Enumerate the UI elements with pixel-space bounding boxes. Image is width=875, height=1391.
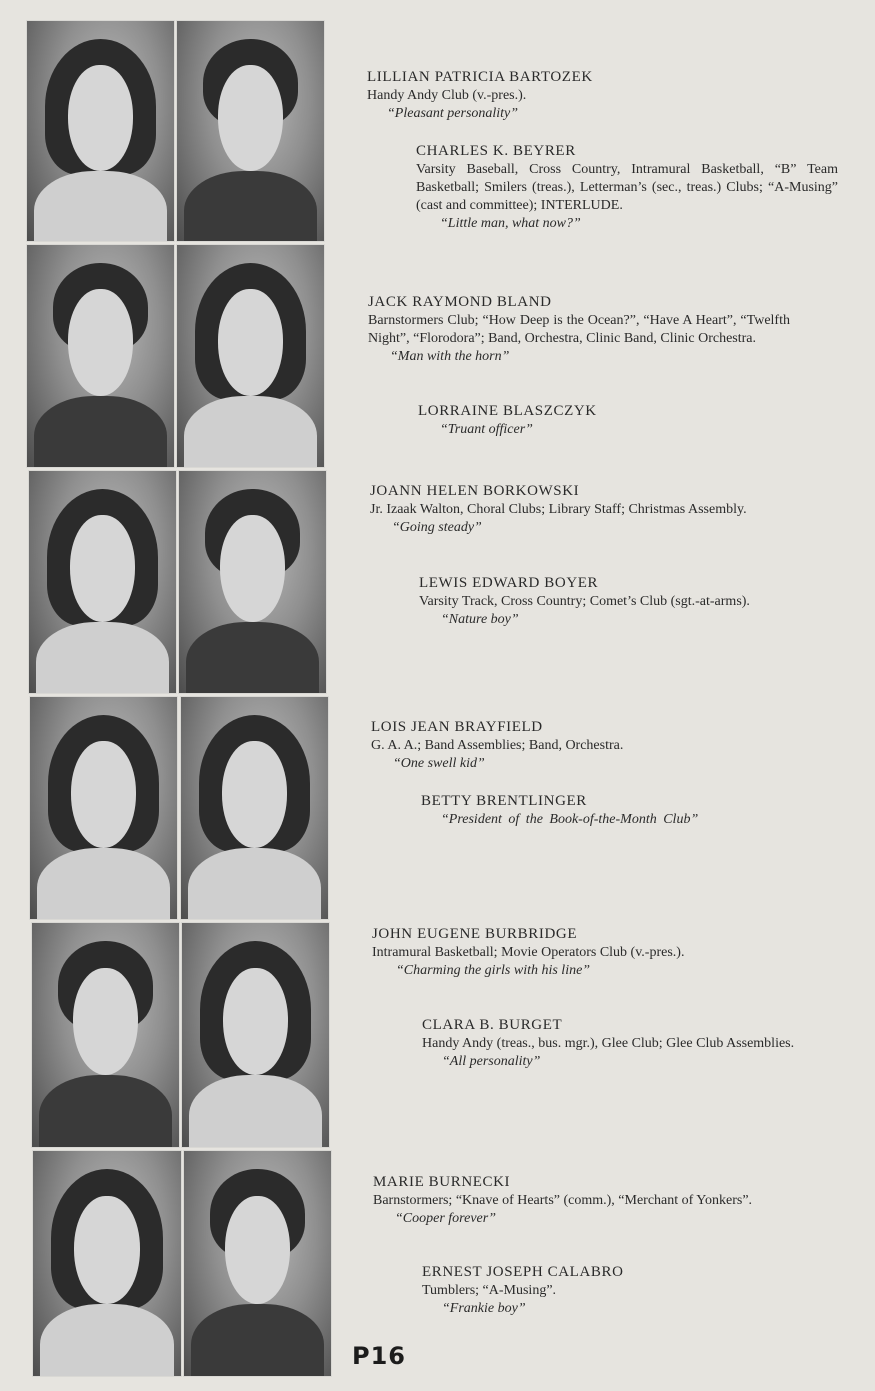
student-activities: Varsity Baseball, Cross Country, Intramural Basketball, “B” Team Basketball; Smilers (treas.), Letterman’s (sec., treas.) Clubs; “A-Musing” (cast and committee); INTERLUDE. [416, 162, 838, 213]
student-activities: Jr. Izaak Walton, Choral Clubs; Library Staff; Christmas Assembly. [370, 502, 747, 517]
student-activities: Tumblers; “A-Musing”. [422, 1283, 557, 1298]
student-entry [370, 482, 792, 537]
portrait-photo [26, 244, 175, 468]
student-quote: “President of the Book-of-the-Month Club” [441, 812, 699, 827]
student-quote: “Pleasant personality” [387, 106, 519, 121]
student-name: CLARA B. BURGET [422, 1017, 563, 1033]
student-entry [371, 718, 793, 773]
student-name: JACK RAYMOND BLAND [368, 294, 552, 310]
student-activities: Varsity Track, Cross Country; Comet’s Club (sgt.-at-arms). [419, 594, 750, 609]
portrait-photo [29, 696, 178, 920]
page-number-handwritten: P16 [352, 1342, 406, 1370]
student-entry [372, 925, 794, 980]
portrait-photo [26, 20, 175, 242]
student-activities: Barnstormers; “Knave of Hearts” (comm.), “Merchant of Yonkers”. [373, 1193, 753, 1208]
student-activities: Handy Andy Club (v.-pres.). [367, 88, 527, 103]
student-activities: Intramural Basketball; Movie Operators Club (v.-pres.). [372, 945, 685, 960]
student-name: ERNEST JOSEPH CALABRO [422, 1264, 624, 1280]
portrait-photo [181, 922, 330, 1148]
student-activities: G. A. A.; Band Assemblies; Band, Orchestra. [371, 738, 624, 753]
student-quote: “Cooper forever” [395, 1211, 496, 1226]
student-name: JOANN HELEN BORKOWSKI [370, 483, 580, 499]
student-activities: Handy Andy (treas., bus. mgr.), Glee Club; Glee Club Assemblies. [422, 1036, 795, 1051]
portrait-photo [176, 20, 325, 242]
portrait-photo [31, 922, 180, 1148]
student-quote: “Frankie boy” [442, 1301, 526, 1316]
portrait-photo [178, 470, 327, 694]
student-entry [373, 1173, 795, 1228]
portrait-photo [180, 696, 329, 920]
student-entry [368, 293, 790, 366]
portrait-column [26, 20, 330, 1375]
student-name: LORRAINE BLASZCZYK [418, 403, 597, 419]
student-name: LOIS JEAN BRAYFIELD [371, 719, 543, 735]
student-quote: “All personality” [442, 1054, 541, 1069]
student-name: MARIE BURNECKI [373, 1174, 511, 1190]
student-entry [367, 68, 807, 123]
student-name: CHARLES K. BEYRER [416, 143, 576, 159]
student-entry [422, 1016, 844, 1071]
student-name: LEWIS EDWARD BOYER [419, 575, 599, 591]
portrait-photo [28, 470, 177, 694]
student-quote: “Charming the girls with his line” [396, 963, 591, 978]
student-name: JOHN EUGENE BURBRIDGE [372, 926, 578, 942]
student-quote: “Going steady” [392, 520, 482, 535]
student-quote: “Man with the horn” [390, 349, 510, 364]
student-entry [422, 1263, 822, 1318]
student-name: BETTY BRENTLINGER [421, 793, 587, 809]
student-activities: Barnstormers Club; “How Deep is the Ocean?”, “Have A Heart”, “Twelfth Night”, “Florodora”; Band, Orchestra, Clinic Band, Clinic Orchestra. [368, 313, 790, 346]
portrait-photo [32, 1150, 182, 1377]
student-quote: “Truant officer” [440, 422, 533, 437]
student-entry [419, 574, 833, 629]
student-entry [421, 792, 841, 829]
portrait-photo [183, 1150, 332, 1377]
student-quote: “Nature boy” [441, 612, 519, 627]
student-name: LILLIAN PATRICIA BARTOZEK [367, 69, 593, 85]
student-quote: “One swell kid” [393, 756, 485, 771]
portrait-photo [176, 244, 325, 468]
student-entry [416, 142, 838, 233]
student-entry [418, 402, 818, 439]
student-quote: “Little man, what now?” [440, 216, 581, 231]
